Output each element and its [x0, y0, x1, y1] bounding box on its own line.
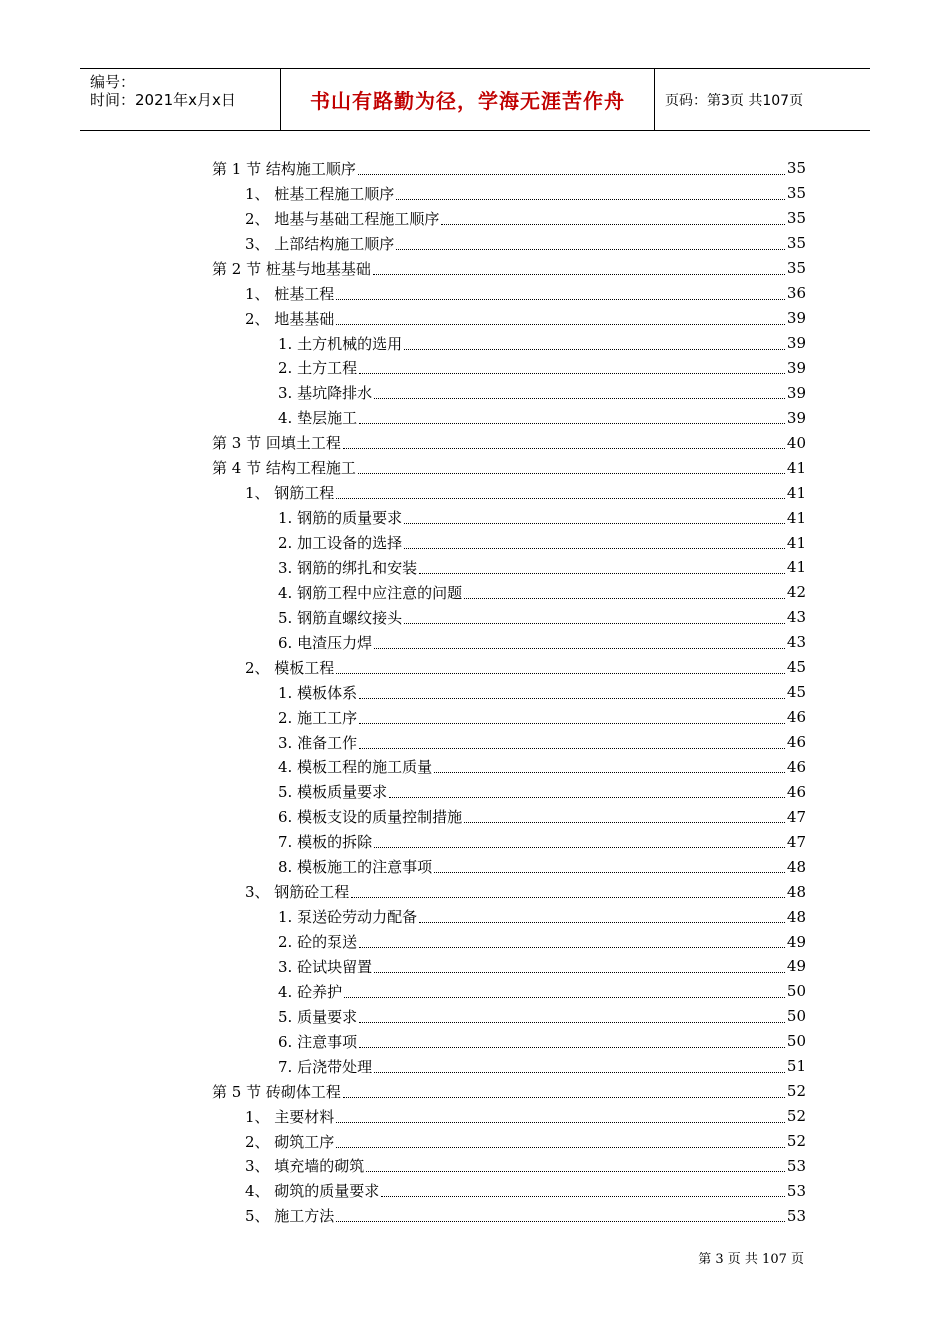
toc-entry[interactable]	[212, 1079, 806, 1104]
toc-entry-page: 46	[786, 708, 806, 727]
toc-entry[interactable]	[212, 480, 806, 505]
toc-entry[interactable]	[212, 430, 806, 455]
toc-entry[interactable]	[212, 231, 806, 256]
toc-dot-leader	[389, 797, 785, 798]
toc-dot-leader	[404, 523, 785, 524]
toc-entry-page: 39	[786, 383, 806, 402]
toc-entry-page: 35	[786, 159, 806, 178]
toc-entry-page: 48	[786, 882, 806, 901]
toc-dot-leader	[396, 249, 785, 250]
toc-entry-page: 39	[786, 358, 806, 377]
toc-dot-leader	[404, 623, 785, 624]
toc-entry[interactable]	[212, 730, 806, 755]
toc-entry[interactable]	[212, 555, 806, 580]
toc-dot-leader	[359, 723, 785, 724]
toc-dot-leader	[396, 199, 785, 200]
toc-entry-title: 3、 填充墙的砌筑	[245, 1157, 365, 1176]
toc-entry-title: 6. 模板支设的质量控制措施	[278, 808, 463, 827]
toc-dot-leader	[374, 972, 785, 973]
toc-entry-page: 41	[786, 483, 806, 502]
toc-entry-page: 46	[786, 782, 806, 801]
header-page-info: 页码：第3页 共107页	[665, 92, 804, 109]
toc-entry-title: 2、 地基与基础工程施工顺序	[245, 209, 440, 228]
toc-entry-title: 8. 模板施工的注意事项	[278, 858, 433, 877]
toc-dot-leader	[441, 224, 785, 225]
toc-entry-title: 1. 模板体系	[278, 683, 358, 702]
toc-entry-page: 50	[786, 1007, 806, 1026]
toc-entry[interactable]	[212, 929, 806, 954]
toc-entry[interactable]	[212, 979, 806, 1004]
toc-entry-page: 41	[786, 558, 806, 577]
toc-entry-page: 50	[786, 1032, 806, 1051]
toc-entry-title: 6. 注意事项	[278, 1032, 358, 1051]
toc-entry-page: 35	[786, 209, 806, 228]
toc-dot-leader	[359, 1047, 785, 1048]
toc-entry[interactable]	[212, 1178, 806, 1203]
toc-entry-title: 7. 后浇带处理	[278, 1057, 373, 1076]
toc-entry-title: 2、 砌筑工序	[245, 1132, 335, 1151]
toc-entry[interactable]	[212, 1129, 806, 1154]
toc-dot-leader	[359, 423, 785, 424]
toc-entry-page: 40	[786, 433, 806, 452]
toc-entry-title: 1. 泵送砼劳动力配备	[278, 908, 418, 927]
toc-entry[interactable]	[212, 306, 806, 331]
toc-dot-leader	[336, 498, 785, 499]
toc-entry[interactable]	[212, 680, 806, 705]
toc-entry-title: 1、 桩基工程	[245, 284, 335, 303]
toc-entry-title: 2. 土方工程	[278, 359, 358, 378]
toc-dot-leader	[336, 1221, 785, 1222]
toc-entry-page: 52	[786, 1132, 806, 1151]
number-label: 编号：	[90, 73, 136, 91]
toc-entry-page: 45	[786, 683, 806, 702]
toc-dot-leader	[351, 897, 785, 898]
time-label: 时间：2021年x月x日	[90, 91, 236, 109]
toc-dot-leader	[336, 1147, 785, 1148]
toc-dot-leader	[336, 1122, 785, 1123]
toc-dot-leader	[404, 548, 785, 549]
toc-entry-title: 4. 垫层施工	[278, 409, 358, 428]
toc-entry[interactable]	[212, 256, 806, 281]
toc-entry[interactable]	[212, 954, 806, 979]
toc-dot-leader	[336, 324, 785, 325]
toc-entry-title: 3. 准备工作	[278, 733, 358, 752]
toc-entry-page: 51	[786, 1057, 806, 1076]
toc-entry-title: 5. 质量要求	[278, 1007, 358, 1026]
toc-entry[interactable]	[212, 605, 806, 630]
toc-entry-page: 46	[786, 757, 806, 776]
toc-dot-leader	[374, 398, 785, 399]
toc-entry-page: 45	[786, 658, 806, 677]
toc-entry[interactable]	[212, 879, 806, 904]
toc-dot-leader	[373, 274, 785, 275]
toc-dot-leader	[419, 573, 785, 574]
toc-dot-leader	[336, 299, 785, 300]
toc-entry-page: 41	[786, 508, 806, 527]
toc-entry[interactable]	[212, 854, 806, 879]
toc-entry-page: 41	[786, 458, 806, 477]
toc-entry-title: 3. 基坑降排水	[278, 384, 373, 403]
toc-dot-leader	[464, 822, 785, 823]
toc-entry-title: 3、 上部结构施工顺序	[245, 234, 395, 253]
toc-dot-leader	[419, 922, 785, 923]
toc-entry-page: 53	[786, 1206, 806, 1225]
toc-entry[interactable]	[212, 1004, 806, 1029]
toc-entry-title: 第 1 节 结构施工顺序	[212, 159, 356, 178]
toc-dot-leader	[381, 1196, 785, 1197]
toc-entry-page: 35	[786, 184, 806, 203]
toc-entry-title: 2. 施工工序	[278, 708, 358, 727]
toc-entry[interactable]	[212, 904, 806, 929]
header-meta	[80, 69, 281, 130]
toc-entry-page: 49	[786, 932, 806, 951]
toc-entry[interactable]	[212, 1154, 806, 1179]
toc-entry-page: 48	[786, 857, 806, 876]
table-of-contents	[212, 156, 806, 1228]
toc-entry-title: 1. 钢筋的质量要求	[278, 509, 403, 528]
toc-entry-title: 4. 钢筋工程中应注意的问题	[278, 583, 463, 602]
toc-entry-page: 50	[786, 982, 806, 1001]
toc-dot-leader	[359, 373, 785, 374]
toc-entry-page: 48	[786, 907, 806, 926]
toc-entry-page: 35	[786, 234, 806, 253]
toc-entry-title: 2、 模板工程	[245, 658, 335, 677]
toc-entry-page: 52	[786, 1107, 806, 1126]
toc-entry[interactable]	[212, 206, 806, 231]
toc-entry[interactable]	[212, 1054, 806, 1079]
toc-entry-page: 49	[786, 957, 806, 976]
toc-entry-page: 47	[786, 832, 806, 851]
toc-entry-title: 3. 砼试块留置	[278, 957, 373, 976]
toc-entry[interactable]	[212, 505, 806, 530]
toc-entry[interactable]	[212, 530, 806, 555]
toc-entry-title: 3. 钢筋的绑扎和安装	[278, 558, 418, 577]
toc-entry[interactable]	[212, 281, 806, 306]
toc-entry-page: 41	[786, 533, 806, 552]
header-page-cell	[655, 69, 870, 130]
toc-entry-page: 35	[786, 259, 806, 278]
toc-entry-page: 39	[786, 408, 806, 427]
toc-entry[interactable]	[212, 580, 806, 605]
toc-dot-leader	[359, 748, 785, 749]
toc-entry[interactable]	[212, 455, 806, 480]
toc-entry[interactable]	[212, 156, 806, 181]
toc-entry-title: 5、 施工方法	[245, 1207, 335, 1226]
page-footer: 第 3 页 共 107 页	[698, 1252, 804, 1267]
toc-dot-leader	[374, 847, 785, 848]
header-motto-cell	[281, 69, 655, 130]
toc-entry[interactable]	[212, 1104, 806, 1129]
toc-entry-title: 1. 土方机械的选用	[278, 334, 403, 353]
toc-dot-leader	[343, 448, 785, 449]
toc-entry-page: 53	[786, 1181, 806, 1200]
toc-dot-leader	[434, 772, 785, 773]
toc-dot-leader	[464, 598, 785, 599]
toc-entry-title: 6. 电渣压力焊	[278, 633, 373, 652]
toc-dot-leader	[358, 473, 785, 474]
toc-entry-page: 42	[786, 583, 806, 602]
toc-entry[interactable]	[212, 380, 806, 405]
toc-entry-title: 第 2 节 桩基与地基基础	[212, 259, 371, 278]
toc-entry[interactable]	[212, 829, 806, 854]
toc-dot-leader	[374, 648, 785, 649]
toc-entry-title: 第 4 节 结构工程施工	[212, 459, 356, 478]
motto-text: 书山有路勤为径，学海无涯苦作舟	[310, 89, 625, 113]
toc-entry-page: 53	[786, 1156, 806, 1175]
toc-entry-title: 1、 主要材料	[245, 1107, 335, 1126]
toc-dot-leader	[359, 698, 785, 699]
page-header	[80, 68, 870, 131]
toc-entry-page: 46	[786, 733, 806, 752]
toc-entry[interactable]	[212, 1203, 806, 1228]
toc-entry-page: 43	[786, 633, 806, 652]
toc-entry[interactable]	[212, 705, 806, 730]
toc-dot-leader	[366, 1171, 785, 1172]
toc-entry[interactable]	[212, 779, 806, 804]
toc-entry[interactable]	[212, 755, 806, 780]
toc-dot-leader	[374, 1072, 785, 1073]
toc-dot-leader	[344, 997, 785, 998]
toc-entry-page: 43	[786, 608, 806, 627]
toc-entry[interactable]	[212, 356, 806, 381]
toc-entry-page: 52	[786, 1082, 806, 1101]
toc-entry[interactable]	[212, 630, 806, 655]
toc-dot-leader	[336, 673, 785, 674]
toc-entry-title: 1、 桩基工程施工顺序	[245, 184, 395, 203]
toc-dot-leader	[359, 1022, 785, 1023]
toc-entry[interactable]	[212, 804, 806, 829]
toc-entry-page: 47	[786, 807, 806, 826]
toc-entry-title: 第 3 节 回填土工程	[212, 434, 341, 453]
toc-entry[interactable]	[212, 331, 806, 356]
toc-entry-title: 2、 地基基础	[245, 309, 335, 328]
toc-entry[interactable]	[212, 1029, 806, 1054]
toc-entry-page: 39	[786, 309, 806, 328]
toc-dot-leader	[404, 349, 785, 350]
toc-entry-title: 1、 钢筋工程	[245, 484, 335, 503]
toc-entry-title: 3、 钢筋砼工程	[245, 883, 350, 902]
toc-entry[interactable]	[212, 405, 806, 430]
toc-dot-leader	[343, 1097, 785, 1098]
toc-entry-title: 5. 模板质量要求	[278, 783, 388, 802]
toc-entry-title: 2. 加工设备的选择	[278, 534, 403, 553]
toc-entry-page: 36	[786, 284, 806, 303]
toc-entry[interactable]	[212, 181, 806, 206]
toc-entry-title: 5. 钢筋直螺纹接头	[278, 608, 403, 627]
toc-entry-title: 4. 砼养护	[278, 982, 343, 1001]
toc-entry-page: 39	[786, 334, 806, 353]
toc-dot-leader	[358, 174, 785, 175]
toc-entry-title: 4. 模板工程的施工质量	[278, 758, 433, 777]
toc-entry-title: 2. 砼的泵送	[278, 933, 358, 952]
toc-entry-title: 7. 模板的拆除	[278, 833, 373, 852]
toc-dot-leader	[359, 947, 785, 948]
toc-entry-title: 4、 砌筑的质量要求	[245, 1182, 380, 1201]
toc-entry[interactable]	[212, 655, 806, 680]
toc-entry-title: 第 5 节 砖砌体工程	[212, 1082, 341, 1101]
toc-dot-leader	[434, 872, 785, 873]
